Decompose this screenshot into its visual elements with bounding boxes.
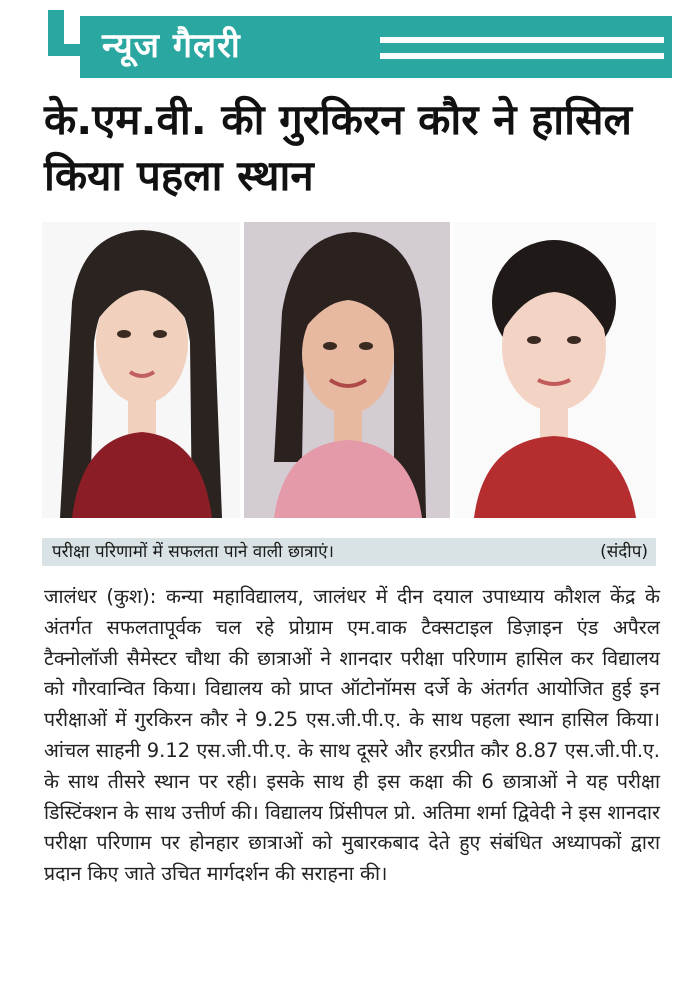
student-photo-3 — [454, 222, 656, 518]
student-photo-2 — [244, 222, 450, 518]
banner-rule-bottom — [380, 53, 664, 59]
headline: के.एम.वी. की गुरकिरन कौर ने हासिल किया पहला स्थान — [44, 95, 632, 200]
section-label: न्यूज गैलरी — [102, 26, 241, 66]
photo-credit: (संदीप) — [600, 542, 648, 562]
section-banner — [40, 8, 672, 78]
article-body: जालंधर (कुश): कन्या महाविद्यालय, जालंधर में दीन दयाल उपाध्याय कौशल केंद्र के अंतर्गत सफलतापूर्वक चल रहे प्रोग्राम एम.वाक टैक्सटाइल डिज़ाइन एंड अपैरल टैक्नोलॉजी सैमेस्टर चौथा की छात्राओं ने शानदार परीक्षा परिणाम हासिल कर विद्यालय को गौरवान्वित किया। विद्यालय को प्राप्त ऑटोनॉमस दर्जे के अंतर्गत आयोजित हुई इन परीक्षाओं में गुरकिरन कौर ने 9.25 एस.जी.पी.ए. के साथ पहला स्थान हासिल किया। आंचल साहनी 9.12 एस.जी.पी.ए. के साथ दूसरे और हरप्रीत कौर 8.87 एस.जी.पी.ए. के साथ तीसरे स्थान पर रही। इसके साथ ही इस कक्षा की 6 छात्राओं ने यह परीक्षा डिस्टिंक्शन के साथ उत्तीर्ण की। विद्यालय प्रिंसीपल प्रो. अतिमा शर्मा द्विवेदी ने इस शानदार परीक्षा परिणाम पर होनहार छात्राओं को मुबारकबाद देते हुए संबंधित अध्यापकों द्वारा प्रदान किए जाते उचित मार्गदर्शन की सराहना की। — [44, 585, 660, 886]
photo-strip — [42, 222, 656, 518]
banner-rule-top — [380, 37, 664, 43]
photo-caption-bar — [42, 538, 656, 566]
student-photo-1 — [42, 222, 240, 518]
banner-corner — [40, 8, 80, 78]
photo-caption: परीक्षा परिणामों में सफलता पाने वाली छात्राएं। — [52, 542, 334, 562]
